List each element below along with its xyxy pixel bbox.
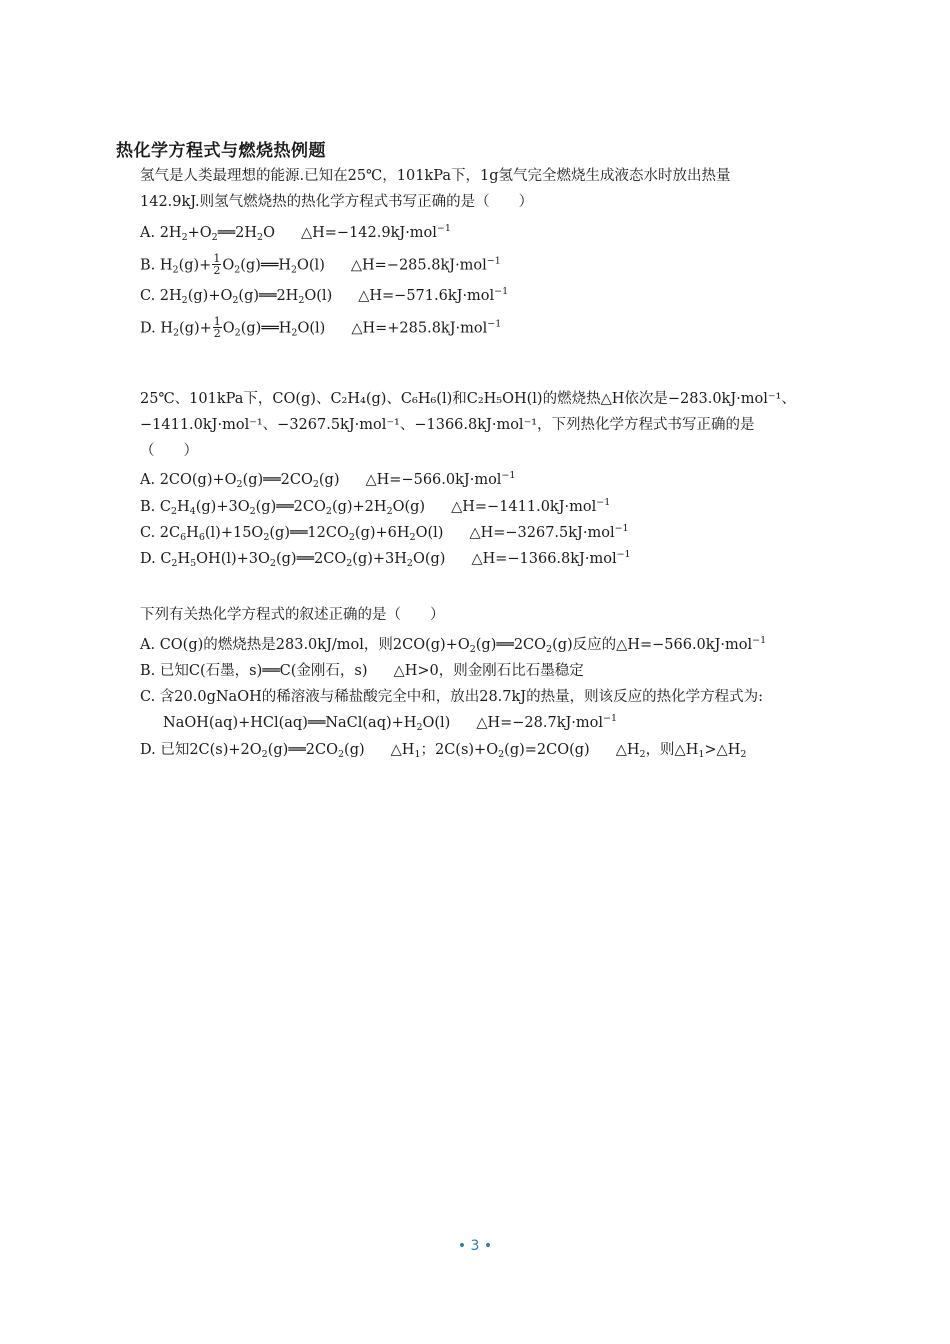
q2-stem-line-2: −1411.0kJ·mol⁻¹、−3267.5kJ·mol⁻¹、−1366.8kJ·mol⁻¹，下列热化学方程式书写正确的是 [140, 417, 755, 433]
page-number: • 3 • [457, 1238, 493, 1254]
q1-option-a: A. $2H_2+O_2══2H_2O$ △H=−142.9kJ·mol$^{-1}$ [140, 223, 451, 243]
fraction-half: $\frac{1}{2}$ [213, 315, 221, 340]
q2-option-b: B. $C_2H_4(g)+3O_2(g)══2CO_2(g)+2H_2O(g)$ △H=−1411.0kJ·mol$^{-1}$ [140, 497, 611, 517]
q1-stem-line-2: 142.9kJ.则氢气燃烧热的热化学方程式书写正确的是（ ） [140, 194, 534, 210]
q2-option-a: A. $2CO(g)+O_2(g)══2CO_2(g)$ △H=−566.0kJ·mol$^{-1}$ [140, 470, 516, 490]
q3-option-d: D. 已知$2C(s)+2O_2(g)══2CO_2(g)$ $\triangle H_1$；$2C(s)+O_2(g)=2CO(g)$ $\triangle H_2$，则$\triangle H_1>\triangle H_2$ [140, 742, 747, 760]
q1-option-b: B. $H_2(g)+$ $\frac{1}{2}$ $O_2(g)══H_2O(l)$ △H=−285.8kJ·mol$^{-1}$ [140, 252, 501, 277]
page-title: 热化学方程式与燃烧热例题 [116, 141, 326, 161]
q3-option-b: B. 已知C(石墨，s)══C(金刚石，s) △H>0，则金刚石比石墨稳定 [140, 663, 584, 679]
q2-stem-line-1: 25℃、101kPa下，CO(g)、C₂H₄(g)、C₆H₆(l)和C₂H₅OH(l)的燃烧热△H依次是−283.0kJ·mol⁻¹、 [140, 391, 796, 407]
q3-option-a: A. CO(g)的燃烧热是283.0kJ/mol，则$2CO(g)+O_2(g)══2CO_2(g)$反应的△H=−566.0kJ·mol$^{-1}$ [140, 635, 767, 655]
q1-option-d: D. $H_2(g)+$ $\frac{1}{2}$ $O_2(g)══H_2O(l)$ △H=+285.8kJ·mol$^{-1}$ [140, 315, 502, 340]
q1-option-c: C. $2H_2(g)+O_2(g)══2H_2O(l)$ △H=−571.6kJ·mol$^{-1}$ [140, 286, 509, 306]
q2-option-d: D. $C_2H_5OH(l)+3O_2(g)══2CO_2(g)+3H_2O(g)$ △H=−1366.8kJ·mol$^{-1}$ [140, 549, 631, 569]
q2-option-c: C. $2C_6H_6(l)+15O_2(g)══12CO_2(g)+6H_2O(l)$ △H=−3267.5kJ·mol$^{-1}$ [140, 523, 629, 543]
q3-stem: 下列有关热化学方程式的叙述正确的是（ ） [140, 607, 445, 623]
fraction-half: $\frac{1}{2}$ [213, 252, 221, 277]
q2-stem-line-3: （ ） [140, 443, 198, 459]
q3-option-c: C. 含20.0gNaOH的稀溶液与稀盐酸完全中和，放出28.7kJ的热量，则该反应的热化学方程式为: [140, 689, 763, 705]
q3-option-c-equation: $NaOH(aq)+HCl(aq)══NaCl(aq)+H_2O(l)$ △H=−28.7kJ·mol$^{-1}$ [163, 713, 618, 733]
q1-stem-line-1: 氢气是人类最理想的能源.已知在25℃，101kPa下，1g氢气完全燃烧生成液态水时放出热量 [140, 168, 731, 184]
